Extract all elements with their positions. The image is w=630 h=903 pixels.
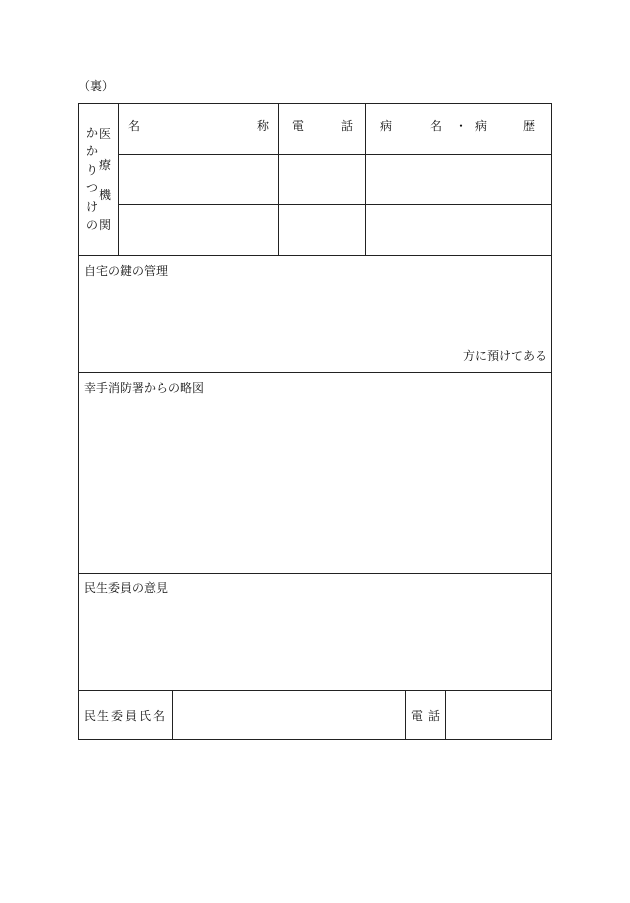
header-phone-char: 話 [341, 119, 354, 133]
page-side-label: （裏） [78, 79, 115, 93]
welfare-opinion-label: 民生委員の意見 [84, 581, 169, 595]
welfare-opinion-field[interactable] [84, 600, 544, 684]
medical-label-char: か [86, 126, 99, 140]
member-phone-label-char: 話 [428, 709, 441, 723]
section-divider-key [78, 372, 552, 373]
member-label-char: 氏 [139, 709, 152, 723]
medical-label-char: 機 [99, 188, 112, 202]
welfare-member-name-field[interactable] [173, 691, 404, 739]
header-name-char: 称 [257, 119, 270, 133]
header-phone-char: 電 [292, 119, 305, 133]
welfare-member-phone-field[interactable] [446, 691, 551, 739]
medical-label-char: け [86, 200, 99, 214]
medical-row-1-name-cell[interactable] [119, 155, 277, 203]
home-key-suffix: 方に預けてある [463, 349, 548, 363]
header-illness-char: 名 [430, 119, 443, 133]
medical-label-char: の [86, 218, 99, 232]
member-label-char: 名 [153, 709, 166, 723]
home-key-field[interactable] [84, 285, 544, 340]
header-illness-char: 歴 [523, 119, 536, 133]
medical-label-char: 医 [99, 127, 112, 141]
header-illness-char: ・ [455, 119, 468, 133]
medical-row-1-illness-cell[interactable] [366, 155, 551, 203]
fire-station-map-area[interactable] [84, 400, 544, 565]
member-name-divider [405, 690, 406, 740]
medical-row-2-phone-cell[interactable] [279, 205, 364, 254]
medical-label-char: 関 [99, 218, 112, 232]
medical-label-char: り [86, 163, 99, 177]
medical-row-2-name-cell[interactable] [119, 205, 277, 254]
medical-row-1-phone-cell[interactable] [279, 155, 364, 203]
header-illness-char: 病 [475, 119, 488, 133]
member-label-char: 員 [125, 709, 138, 723]
member-phone-label-char: 電 [411, 709, 424, 723]
medical-label-char: つ [86, 181, 99, 195]
home-key-label: 自宅の鍵の管理 [84, 264, 169, 278]
header-name-char: 名 [128, 119, 141, 133]
member-label-char: 委 [111, 709, 124, 723]
medical-label-char: か [86, 144, 99, 158]
section-divider-medical [78, 255, 552, 256]
header-illness-char: 病 [380, 119, 393, 133]
section-divider-map [78, 573, 552, 574]
member-label-char: 生 [97, 709, 110, 723]
medical-label-char: 療 [99, 158, 112, 172]
medical-row-2-illness-cell[interactable] [366, 205, 551, 254]
member-label-char: 民 [84, 709, 97, 723]
fire-station-map-label: 幸手消防署からの略図 [84, 381, 205, 395]
